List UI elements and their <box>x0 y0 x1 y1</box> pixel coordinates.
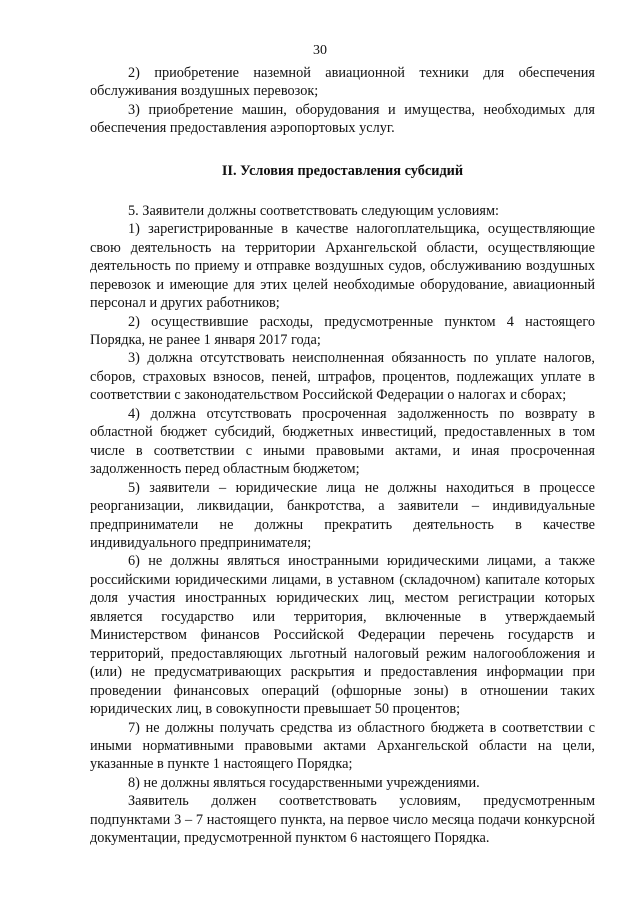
paragraph: 7) не должны получать средства из областного бюджета в соответствии с иными нормативными правовыми актами Архангельской области на цели, указанные в пункте 1 настоящего Порядка; <box>90 719 595 773</box>
paragraph: 1) зарегистрированные в качестве налогоплательщика, осуществляющие свою деятельность на территории Архангельской области, осуществляющие деятельность по приему и отправке воздушных судов, обслуживанию воздушных перевозок и имеющие для этих целей необходимые оборудование, авиационный персонал и других работников; <box>90 221 595 312</box>
paragraph: 2) осуществившие расходы, предусмотренные пунктом 4 настоящего Порядка, не ранее 1 января 2017 года; <box>90 313 595 348</box>
paragraph: Заявитель должен соответствовать условиям, предусмотренным подпунктами 3 – 7 настоящего пункта, на первое число месяца подачи конкурсной документации, предусмотренной пунктом 6 настоящего Порядка. <box>90 793 595 847</box>
page-number: 30 <box>313 43 327 58</box>
section-heading: II. Условия предоставления субсидий <box>221 162 464 179</box>
paragraph: 4) должна отсутствовать просроченная задолженность по возврату в областной бюджет субсидий, бюджетных инвестиций, предоставленных в том числе в соответствии с иными правовыми актами, и иная просроченная задолженность перед областным бюджетом; <box>90 405 595 478</box>
paragraph: 8) не должны являться государственными учреждениями. <box>128 774 480 791</box>
paragraph: 5. Заявители должны соответствовать следующим условиям: <box>128 202 500 219</box>
paragraph: 5) заявители – юридические лица не должны находиться в процессе реорганизации, ликвидации, банкротства, а заявители – индивидуальные предприниматели не должны прекратить деятельность в качестве индивидуального предпринимателя; <box>90 479 595 551</box>
paragraph: 6) не должны являться иностранными юридическими лицами, а также российскими юридическими лицами, в уставном (складочном) капитале которых доля участия иностранных юридических лиц, местом регистрации которых является государство или территория, включенные в утверждаемый Министерством финансов Российской Федерации перечень государств и территорий, предоставляющих льготный налоговый режим налогообложения и (или) не предусматривающих раскрытия и предоставления информации при проведении финансовых операций (офшорные зоны) в отношении таких юридических лиц, в совокупности превышает 50 процентов; <box>90 553 595 718</box>
paragraph: 2) приобретение наземной авиационной техники для обеспечения обслуживания воздушных перевозок; <box>90 65 595 100</box>
document-body <box>90 64 595 848</box>
paragraph: 3) приобретение машин, оборудования и имущества, необходимых для обеспечения предоставления аэропортовых услуг. <box>90 101 595 137</box>
paragraph: 3) должна отсутствовать неисполненная обязанность по уплате налогов, сборов, страховых взносов, пеней, штрафов, процентов, подлежащих уплате в соответствии с законодательством Российской Федерации о налогах и сборах; <box>90 350 595 404</box>
